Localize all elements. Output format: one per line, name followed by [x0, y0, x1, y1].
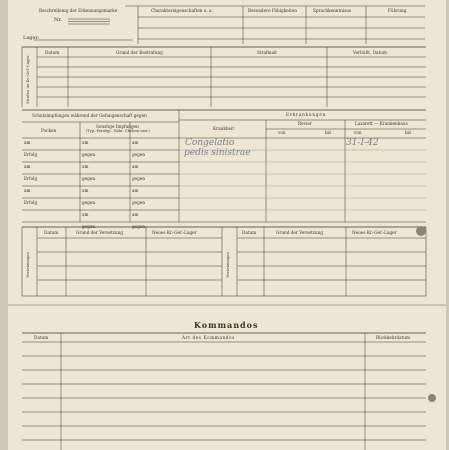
impfungen-cell: am [82, 164, 89, 169]
record-card [8, 0, 446, 450]
erkrankungen-krankheit: Krankheit [213, 126, 235, 131]
erkrankungen-revier: Revier [298, 121, 312, 126]
versetzungen-grund-left: Grund der Versetzung [76, 230, 123, 235]
header-faehigkeiten: Besondere Fähigkeiten [248, 8, 297, 13]
versetzungen-datum-left: Datum [44, 230, 59, 235]
erkrankungen-title: Erkrankungen [286, 112, 327, 117]
impfungen-cell: am [82, 140, 89, 145]
impfungen-cell: am [24, 140, 31, 145]
impfungen-cell: am [132, 188, 139, 193]
punch-hole [416, 226, 426, 236]
erkrankungen-lazarett: Lazarett — Krankenhaus [355, 121, 408, 126]
erkrankungen-laz-bis: bis [405, 130, 412, 135]
form-rules [8, 0, 446, 450]
impfungen-cell: gegen [82, 152, 96, 157]
strafen-strafmass: Strafmaß [257, 50, 277, 55]
impfungen-cell: am [132, 140, 139, 145]
impfungen-title: Schutzimpfungen während der Gefangenschaft gegen [32, 113, 147, 118]
handwritten-date: 31-I-42 [346, 138, 379, 148]
lager-label: Lager: [23, 35, 40, 41]
impfungen-cell: am [132, 164, 139, 169]
versetzungen-side-label-left: Versetzungen [25, 251, 30, 278]
header-beschreibung: Beschreibung der Erkennungsmarke [39, 8, 118, 13]
nr-label: Nr. [54, 17, 62, 23]
kommandos-art: Art des Kommandos [182, 335, 235, 340]
kommandos-datum: Datum [34, 335, 49, 340]
erkrankungen-revier-von: von [278, 130, 286, 135]
impfungen-cell: Erfolg [24, 200, 38, 205]
strafen-side-label: Strafen im Kr.-Gef.-Lager [25, 55, 30, 104]
strafen-verbuesst: Verbüßt, Datum [353, 50, 387, 55]
versetzungen-neues-left: Neues Kr.-Gef.-Lager [152, 230, 197, 235]
erkrankungen-laz-von: von [354, 130, 362, 135]
impfungen-cell: gegen [132, 224, 146, 229]
strafen-grund: Grund der Bestrafung [116, 50, 163, 55]
impfungen-cell: gegen [132, 152, 146, 157]
handwritten-diagnosis-line2: pedis sinistrae [184, 148, 251, 158]
impfungen-cell: gegen [132, 176, 146, 181]
versetzungen-neues-right: Neues Kr.-Gef.-Lager [352, 230, 397, 235]
impfungen-cell: gegen [82, 176, 96, 181]
handwritten-diagnosis-line1: Congelatio [185, 138, 235, 148]
header-charakter: Charaktereigenschaften u. a. [151, 8, 213, 13]
impfungen-cell: gegen [82, 200, 96, 205]
impfungen-cell: am [82, 188, 89, 193]
impfungen-cell: am [132, 212, 139, 217]
versetzungen-side-label-right: Versetzungen [225, 251, 230, 278]
impfungen-cell: am [24, 188, 31, 193]
impfungen-sonstige-sub: (Typ.-Paratyp., Ruhr, Cholera usw.) [86, 129, 150, 133]
impfungen-cell: gegen [82, 224, 96, 229]
impfungen-pocken: Pocken [41, 128, 57, 133]
strafen-datum: Datum [45, 50, 60, 55]
kommandos-title: Kommandos [194, 320, 259, 330]
impfungen-cell: gegen [132, 200, 146, 205]
header-sprach: Sprachkenntnisse [313, 8, 351, 13]
versetzungen-grund-right: Grund der Versetzung [276, 230, 323, 235]
impfungen-cell: Erfolg [24, 152, 38, 157]
impfungen-cell: Erfolg [24, 176, 38, 181]
erkrankungen-revier-bis: bis [325, 130, 332, 135]
impfungen-sonstige: Sonstige Impfungen [96, 124, 139, 129]
header-fuehrung: Führung [388, 8, 407, 13]
kommandos-rueck: Rückkehrdatum [376, 335, 410, 340]
punch-hole [428, 394, 436, 402]
impfungen-cell: am [24, 164, 31, 169]
impfungen-cell: am [82, 212, 89, 217]
versetzungen-datum-right: Datum [242, 230, 257, 235]
